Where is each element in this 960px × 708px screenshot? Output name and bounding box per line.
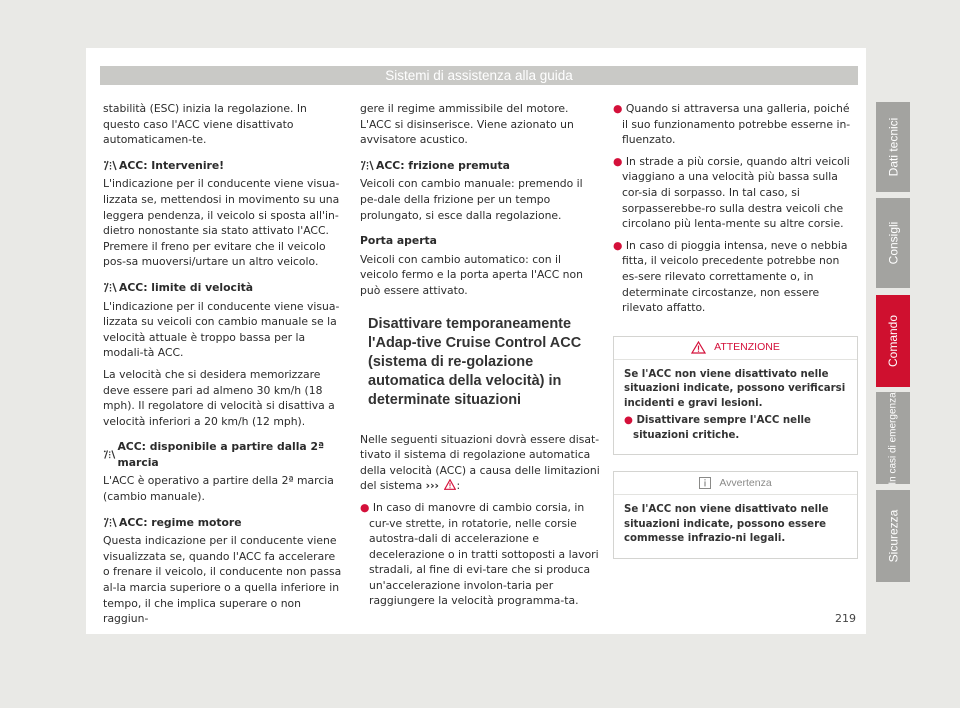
label-heading: Porta aperta xyxy=(360,234,437,248)
tab-sicurezza[interactable]: Sicurezza xyxy=(876,490,910,582)
subheading: ACC: Intervenire! xyxy=(103,158,343,174)
page-number: 219 xyxy=(835,612,856,625)
list-item: ● In strade a più corsie, quando altri veicoli viaggiano a una velocità più bassa sulla cor-sia di sorpasso. In tal caso, si sorpasserebbe-ro sulla destra veicoli che circolano più lenta-mente su altre corsie. xyxy=(613,154,850,231)
note-box xyxy=(613,471,858,559)
list-item: ● Disattivare sempre l'ACC nelle situazioni critiche. xyxy=(624,415,811,441)
paragraph: stabilità (ESC) inizia la regolazione. In questo caso l'ACC viene disattivato automaticamen-te. xyxy=(103,102,307,147)
paragraph: L'ACC è operativo a partire della 2ª marcia (cambio manuale). xyxy=(103,474,334,504)
bullet-icon: ● xyxy=(624,415,633,427)
acc-warning-lamp-icon xyxy=(103,160,118,171)
attention-box xyxy=(613,336,858,456)
section-title: Disattivare temporaneamente l'Adap-tive Cruise Control ACC (sistema di re-golazione automatica della velocità) in determinate situazioni xyxy=(368,315,582,408)
acc-warning-lamp-icon xyxy=(360,160,375,171)
bullet-icon: ● xyxy=(613,102,623,115)
subheading: ACC: disponibile a partire dalla 2ª marcia xyxy=(103,439,343,470)
paragraph: Nelle seguenti situazioni dovrà essere disat-tivato il sistema di regolazione automatica della velocità (ACC) a causa delle limitazioni del sistema ››› : xyxy=(360,432,600,493)
subheading: ACC: regime motore xyxy=(103,515,343,531)
cross-reference-link[interactable]: ››› xyxy=(425,479,439,493)
column-3 xyxy=(613,101,858,559)
warning-triangle-icon xyxy=(691,341,706,354)
paragraph: L'indicazione per il conducente viene visua-lizzata se, mettendosi in movimento su una leggera pendenza, il veicolo si sposta all'in-dietro nonostante sia stato attivato l'ACC. Premere il freno per evitare che il veicolo pos-sa muoversi/urtare un altro veicolo. xyxy=(103,177,340,269)
acc-warning-lamp-icon xyxy=(103,449,116,460)
bullet-icon: ● xyxy=(613,154,623,168)
paragraph: Veicoli con cambio manuale: premendo il pe-dale della frizione per un tempo prolungato, si esce dalla regolazione. xyxy=(360,177,583,222)
attention-box-header: ATTENZIONE xyxy=(614,337,857,360)
note-text: Se l'ACC non viene disattivato nelle situazioni indicate, possono essere commesse infrazio-ni legali. xyxy=(624,504,829,545)
acc-warning-lamp-icon xyxy=(103,517,118,528)
paragraph: Veicoli con cambio automatico: con il veicolo fermo e la porta aperta l'ACC non può essere attivato. xyxy=(360,252,583,297)
acc-warning-lamp-icon xyxy=(103,282,118,293)
paragraph: Questa indicazione per il conducente viene visualizzata se, quando l'ACC fa accelerare o frenare il veicolo, il conducente non passa al-la marcia superiore o a quella inferiore in tempo, il che implica superare o non raggiun- xyxy=(103,534,342,626)
list-item: ● In caso di pioggia intensa, neve o nebbia fitta, il veicolo precedente potrebbe non es-sere rilevato correttamente o, in determinate circostanze, non essere rilevato affatto. xyxy=(613,238,848,315)
subheading: ACC: limite di velocità xyxy=(103,280,343,296)
warning-triangle-icon[interactable] xyxy=(444,479,456,490)
list-item: ● Quando si attraversa una galleria, poiché il suo funzionamento potrebbe esserne in-fluenzato. xyxy=(613,102,851,147)
tab-in-casi-di-emergenza[interactable]: In casi di emergenza xyxy=(876,392,910,484)
list-item: ● In caso di manovre di cambio corsia, in cur-ve strette, in rotatorie, nelle corsie autostra-dali di accelerazione e decelerazione o in tratti sottoposti a lavori stradali, al fine di evi-tare che si produca un'accelerazione involon-taria per raggiungere la velocità programma-ta. xyxy=(360,500,599,608)
tab-dati-tecnici[interactable]: Dati tecnici xyxy=(876,102,910,192)
tab-consigli[interactable]: Consigli xyxy=(876,198,910,288)
paragraph: gere il regime ammissibile del motore. L'ACC si disinserisce. Viene azionato un avvisatore acustico. xyxy=(360,102,574,147)
column-1 xyxy=(103,101,343,633)
paragraph: La velocità che si desidera memorizzare deve essere pari ad almeno 30 km/h (18 mph). Il regolatore di velocità si disattiva a velocità inferiori a 20 km/h (12 mph). xyxy=(103,367,335,428)
tab-comando[interactable]: Comando xyxy=(876,295,910,387)
attention-text: Se l'ACC non viene disattivato nelle situazioni indicate, possono verificarsi incidenti e gravi lesioni. xyxy=(624,368,846,409)
info-icon xyxy=(699,477,711,489)
page-header: Sistemi di assistenza alla guida xyxy=(100,66,858,85)
column-2 xyxy=(360,101,600,615)
note-box-header: Avvertenza xyxy=(614,472,857,495)
subheading: ACC: frizione premuta xyxy=(360,158,600,174)
paragraph: L'indicazione per il conducente viene visua-lizzata su veicoli con cambio manuale se la velocità attuale è troppo bassa per la modali-tà ACC. xyxy=(103,299,340,360)
bullet-icon: ● xyxy=(360,500,370,514)
bullet-icon: ● xyxy=(613,238,623,252)
